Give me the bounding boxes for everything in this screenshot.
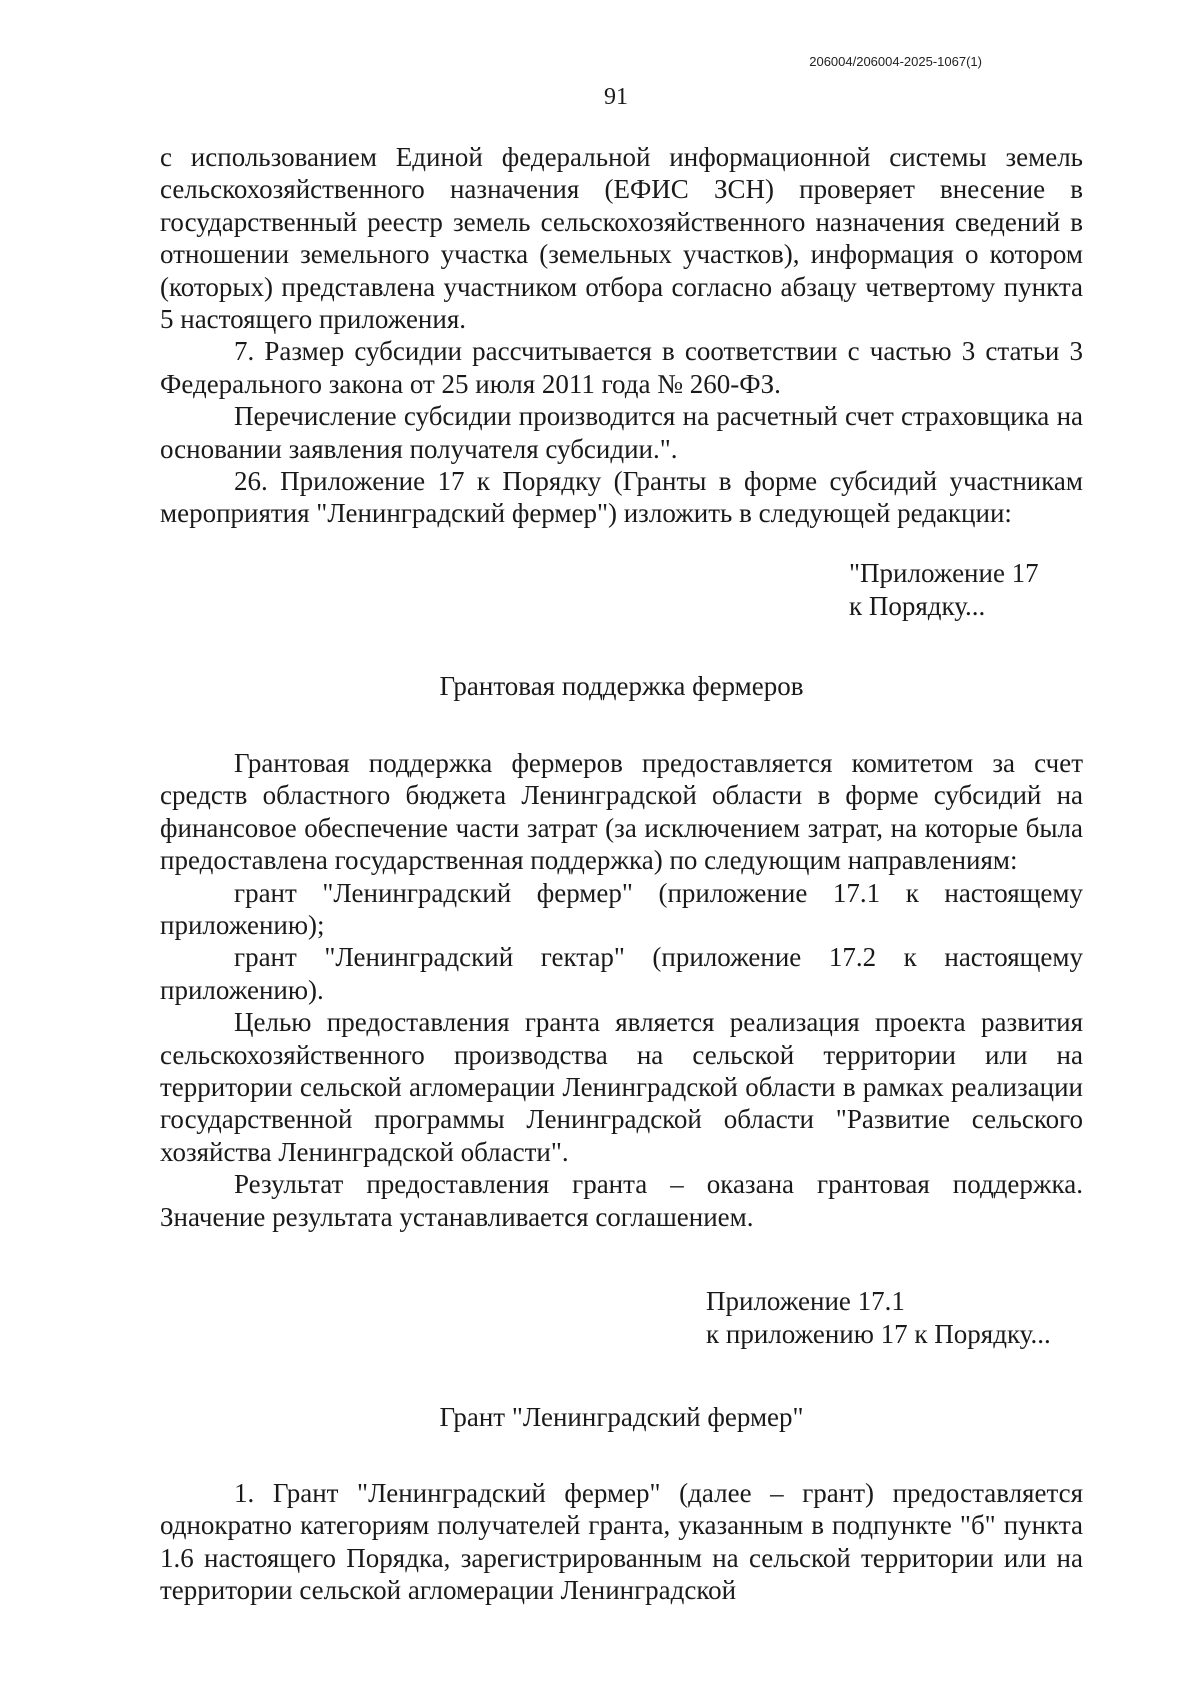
section-title-leningrad-farmer: Грант "Ленинградский фермер": [439, 1401, 804, 1432]
appendix-17-line2: к Порядку...: [849, 590, 986, 621]
paragraph-item-7: 7. Размер субсидии рассчитывается в соответствии с частью 3 статьи 3 Федерального закона от 25 июля 2011 года № 260-ФЗ.: [160, 336, 1083, 399]
appendix-17-1-line1: Приложение 17.1: [706, 1285, 905, 1316]
appendix-17-line1: "Приложение 17: [849, 557, 1039, 588]
appendix-17-1-line2: к приложению 17 к Порядку...: [706, 1318, 1051, 1349]
paragraph-grant-result: Результат предоставления гранта – оказана грантовая поддержка. Значение результата устанавливается соглашением.: [160, 1169, 1083, 1232]
paragraph-transfer: Перечисление субсидии производится на расчетный счет страховщика на основании заявления получателя субсидии.".: [160, 401, 1083, 464]
appendix-17-1-reference: [160, 1285, 1083, 1351]
document-body: [160, 141, 1083, 1607]
paragraph-grant-farmer: грант "Ленинградский фермер" (приложение 17.1 к настоящему приложению);: [160, 877, 1083, 940]
appendix-17-reference: [160, 557, 1083, 623]
paragraph-grant-purpose: Целью предоставления гранта является реализация проекта развития сельскохозяйственного производства на сельской территории или на территории сельской агломерации Ленинградской области в рамках реализации государственной программы Ленинградской области "Развитие сельского хозяйства Ленинградской области".: [160, 1007, 1083, 1167]
page-number: 91: [604, 84, 628, 110]
paragraph-grant-hectare: грант "Ленинградский гектар" (приложение 17.2 к настоящему приложению).: [160, 942, 1083, 1005]
paragraph-grant-intro: Грантовая поддержка фермеров предоставляется комитетом за счет средств областного бюджета Ленинградской области в форме субсидий на финансовое обеспечение части затрат (за исключением затрат, на которые была предоставлена государственная поддержка) по следующим направлениям:: [160, 747, 1083, 876]
section-title-grant-support: Грантовая поддержка фермеров: [439, 670, 804, 701]
document-id: 206004/206004-2025-1067(1): [809, 54, 982, 69]
paragraph-continuation: с использованием Единой федеральной информационной системы земель сельскохозяйственного назначения (ЕФИС ЗСН) проверяет внесение в государственный реестр земель сельскохозяйственного назначения сведений в отношении земельного участка (земельных участков), информация о котором (которых) представлена участником отбора согласно абзацу четвертому пункта 5 настоящего приложения.: [160, 142, 1083, 335]
paragraph-grant-item-1: 1. Грант "Ленинградский фермер" (далее – грант) предоставляется однократно категориям получателей гранта, указанным в подпункте "б" пункта 1.6 настоящего Порядка, зарегистрированным на сельской территории или на территории сельской агломерации Ленинградской: [160, 1477, 1083, 1606]
paragraph-item-26: 26. Приложение 17 к Порядку (Гранты в форме субсидий участникам мероприятия "Ленинградский фермер") изложить в следующей редакции:: [160, 466, 1083, 529]
